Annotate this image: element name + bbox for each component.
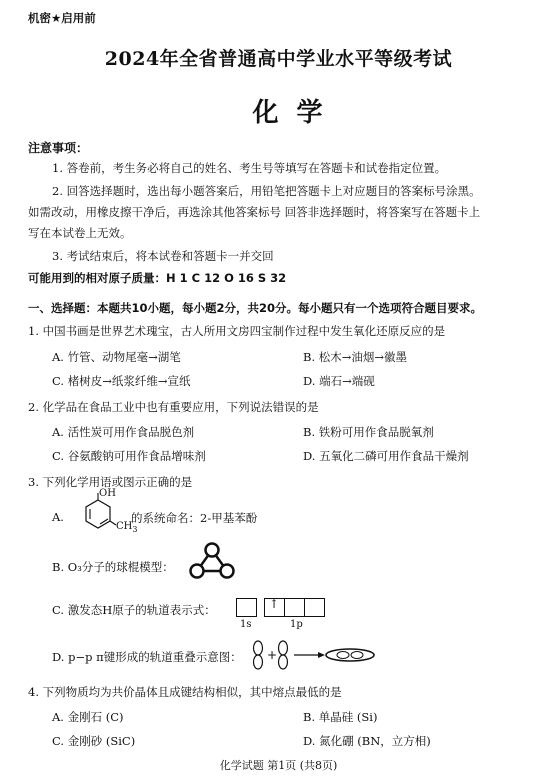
confidential-label: 机密★启用前: [28, 11, 96, 25]
q3-stem: 3. 下列化学用语或图示正确的是: [28, 475, 193, 489]
q2-option-c: C. 谷氨酸钠可用作食品增味剂: [52, 449, 206, 463]
q2-option-a: A. 活性炭可用作食品脱色剂: [52, 425, 195, 439]
q2-option-d: D. 五氧化二磷可用作食品干燥剂: [303, 449, 469, 463]
page-footer: 化学试题 第1页 (共8页): [219, 759, 338, 772]
section-heading: 一、选择题：本题共10小题，每小题2分，共20分。每小题只有一个选项符合题目要求。: [28, 301, 483, 315]
orbital-electron-arrow-icon: ↑: [269, 597, 280, 611]
notice-heading: 注意事项：: [28, 141, 89, 155]
q1-option-c: C. 楮树皮→纸浆纤维→宣纸: [52, 374, 191, 388]
notice-item-2-end: 写在本试卷上无效。: [28, 226, 132, 240]
notice-item-3: 3. 考试结束后，将本试卷和答题卡一并交回: [52, 249, 274, 263]
subject-title: 化学: [252, 98, 341, 128]
q4-stem: 4. 下列物质均为共价晶体且成键结构相似，其中熔点最低的是: [28, 685, 342, 699]
orbital-label-1s: 1s: [240, 619, 252, 630]
q1-option-b: B. 松木→油烟→徽墨: [303, 350, 408, 364]
q2-option-b: B. 铁粉可用作食品脱氧剂: [303, 425, 434, 439]
q3-a-oh: OH: [99, 488, 116, 499]
svg-text:+: +: [267, 648, 278, 662]
q2-stem: 2. 化学品在食品工业中也有重要应用，下列说法错误的是: [28, 400, 319, 414]
q3-option-c-text: C. 激发态H原子的轨道表示式：: [52, 603, 216, 617]
q3-option-a-label: A.: [52, 510, 64, 524]
exam-title: 2024年全省普通高中学业水平等级考试: [104, 48, 453, 70]
notice-item-1: 1. 答卷前，考生务必将自己的姓名、考生号等填写在答题卡和试卷指定位置。: [52, 161, 447, 175]
atomic-masses: 可能用到的相对原子质量：H 1 C 12 O 16 S 32: [28, 271, 287, 285]
q4-option-d: D. 氮化硼 (BN，立方相): [303, 734, 431, 748]
q1-stem: 1. 中国书画是世界艺术瑰宝，古人所用文房四宝制作过程中发生氧化还原反应的是: [28, 324, 446, 338]
q1-option-d: D. 端石→端砚: [303, 374, 375, 388]
q3-option-b-text: B. O₃分子的球棍模型：: [52, 560, 174, 574]
q3-option-a-text: 的系统命名：2-甲基苯酚: [131, 511, 258, 525]
q3-option-d-text: D. p−p π键形成的轨道重叠示意图：: [52, 650, 242, 664]
q4-option-b: B. 单晶硅 (Si): [303, 710, 378, 724]
orbital-label-1p: 1p: [290, 619, 303, 630]
notice-item-2-cont: 如需改动，用橡皮擦干净后，再选涂其他答案标号 回答非选择题时，将答案写在答题卡上: [28, 205, 481, 219]
q1-option-a: A. 竹管、动物尾毫→湖笔: [52, 350, 181, 364]
q4-option-c: C. 金刚砂 (SiC): [52, 734, 136, 748]
q4-option-a: A. 金刚石 (C): [52, 710, 124, 724]
o3-ball-stick-model-icon: [188, 541, 238, 583]
notice-item-2: 2. 回答选择题时，选出每小题答案后，用铅笔把答题卡上对应题目的答案标号涂黑。: [52, 184, 481, 198]
p-p-pi-overlap-icon: [250, 640, 380, 670]
q3-a-ch3-main: CH: [116, 521, 133, 532]
q3-a-ch3-sub: 3: [132, 525, 138, 534]
orbital-boxes-icon: [236, 598, 326, 618]
